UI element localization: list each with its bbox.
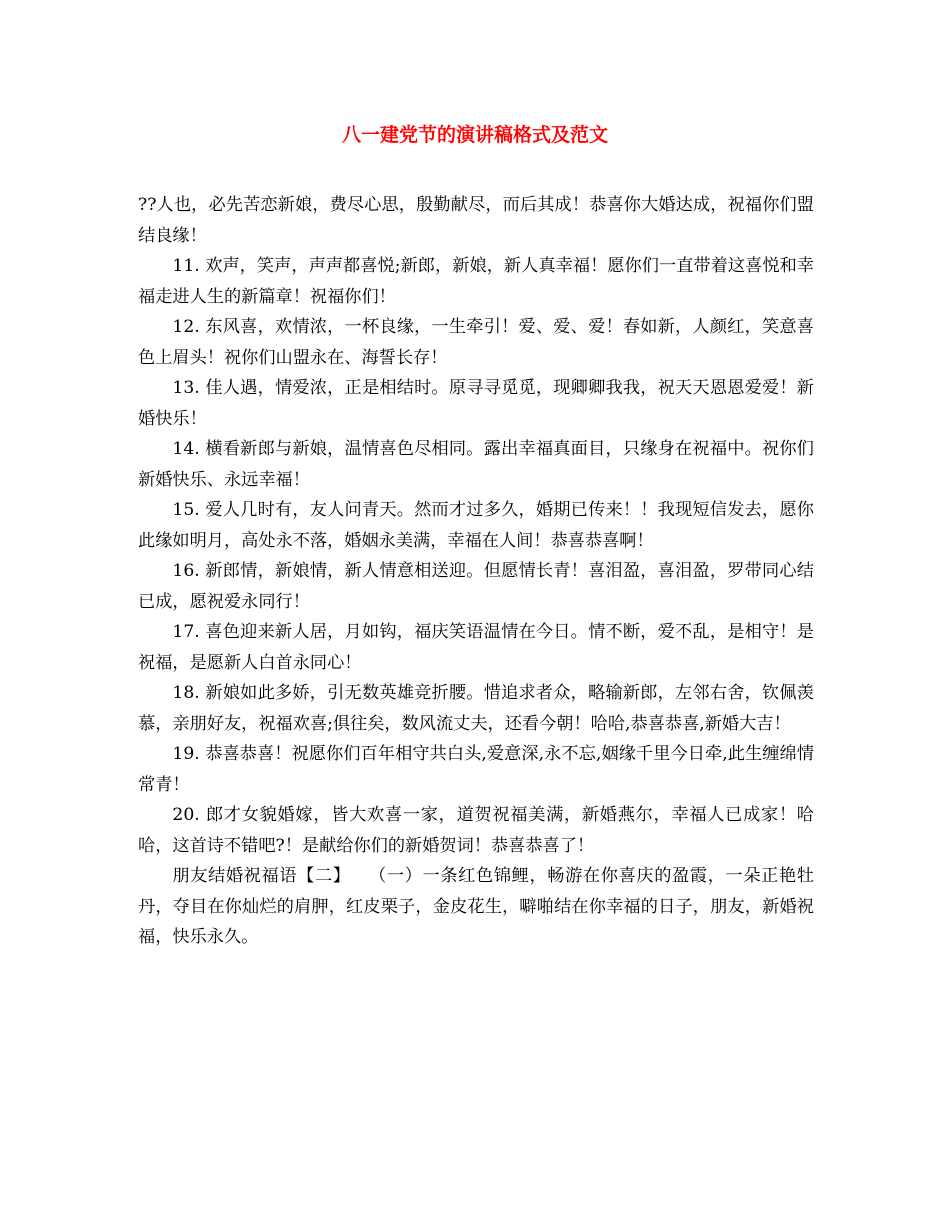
paragraph-section-two: 朋友结婚祝福语【二】 （一）一条红色锦鲤，畅游在你喜庆的盈霞，一朵正艳牡丹，夺目在你灿烂的肩胛，红皮栗子，金皮花生，噼啪结在你幸福的日子，朋友，新婚祝福，快乐永久。: [138, 866, 814, 947]
paragraph-20: 20. 郎才女貌婚嫁，皆大欢喜一家，道贺祝福美满，新婚燕尔，幸福人已成家！哈哈，这首诗不错吧?！是献给你们的新婚贺词！恭喜恭喜了！: [138, 805, 814, 856]
document-title: 八一建党节的演讲稿格式及范文: [341, 124, 608, 146]
paragraph-19: 19. 恭喜恭喜！祝愿你们百年相守共白头,爱意深,永不忘,姻缘千里今日牵,此生缠绵情常青！: [138, 744, 814, 795]
paragraph-18: 18. 新娘如此多娇，引无数英雄竞折腰。惜追求者众，略输新郎，左邻右舍，钦佩羡慕，亲朋好友，祝福欢喜;俱往矣，数风流丈夫，还看今朝！哈哈,恭喜恭喜,新婚大吉！: [138, 683, 814, 734]
paragraph-14: 14. 横看新郎与新娘，温情喜色尽相同。露出幸福真面目，只缘身在祝福中。祝你们新婚快乐、永远幸福！: [138, 439, 814, 490]
paragraph-11: 11. 欢声，笑声，声声都喜悦;新郎，新娘，新人真幸福！愿你们一直带着这喜悦和幸福走进人生的新篇章！祝福你们！: [138, 256, 814, 307]
paragraph-13: 13. 佳人遇，情爱浓，正是相结时。原寻寻觅觅，现卿卿我我，祝天天恩恩爱爱！新婚快乐！: [138, 378, 814, 429]
paragraph-17: 17. 喜色迎来新人居，月如钩，福庆笑语温情在今日。情不断，爱不乱，是相守！是祝福，是愿新人白首永同心！: [138, 622, 814, 673]
paragraph-12: 12. 东风喜，欢情浓，一杯良缘，一生牵引！爱、爱、爱！春如新，人颜红，笑意喜色上眉头！祝你们山盟永在、海誓长存！: [138, 317, 814, 368]
paragraph-15: 15. 爱人几时有，友人问青天。然而才过多久，婚期已传来！！我现短信发去，愿你此缘如明月，高处永不落，婚姻永美满，幸福在人间！恭喜恭喜啊！: [138, 500, 814, 551]
paragraph-16: 16. 新郎情，新娘情，新人情意相送迎。但愿情长青！喜泪盈，喜泪盈，罗带同心结已成，愿祝爱永同行！: [138, 561, 814, 612]
paragraph-intro: ??人也，必先苦恋新娘，费尽心思，殷勤献尽，而后其成！恭喜你大婚达成，祝福你们盟结良缘！: [138, 195, 814, 246]
document-body: [138, 190, 814, 953]
